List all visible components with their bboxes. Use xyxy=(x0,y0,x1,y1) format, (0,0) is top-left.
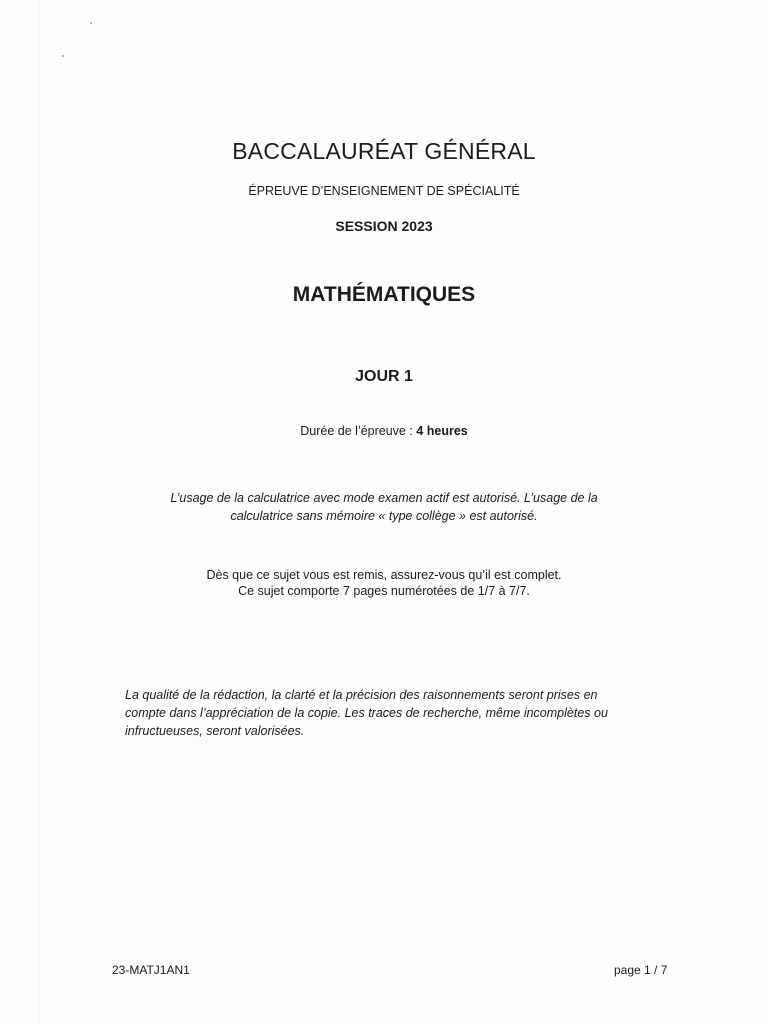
calculator-notice-line: calculatrice sans mémoire « type collège » est autorisé. xyxy=(230,509,538,523)
scan-speck xyxy=(90,22,92,24)
quality-notice xyxy=(125,686,685,740)
exam-subtitle: ÉPREUVE D’ENSEIGNEMENT DE SPÉCIALITÉ xyxy=(248,184,520,198)
completeness-notice-line: Dès que ce sujet vous est remis, assurez-vous qu’il est complet. xyxy=(206,568,562,582)
footer-exam-code: 23-MATJ1AN1 xyxy=(112,963,190,977)
completeness-notice-line: Ce sujet comporte 7 pages numérotées de 1/7 à 7/7. xyxy=(238,584,530,598)
completeness-notice xyxy=(0,567,768,599)
exam-title: BACCALAURÉAT GÉNÉRAL xyxy=(232,138,536,164)
scan-speck xyxy=(62,55,64,57)
duration-label: Durée de l’épreuve : xyxy=(300,424,417,438)
quality-notice-line: infructueuses, seront valorisées. xyxy=(125,724,305,738)
exam-day: JOUR 1 xyxy=(355,368,413,385)
quality-notice-line: La qualité de la rédaction, la clarté et la précision des raisonnements seront prises en xyxy=(125,688,598,702)
calculator-notice xyxy=(0,489,768,525)
exam-duration xyxy=(0,424,768,438)
quality-notice-line: compte dans l’appréciation de la copie. Les traces de recherche, même incomplètes ou xyxy=(125,706,608,720)
footer-page-number: page 1 / 7 xyxy=(614,963,668,977)
exam-session: SESSION 2023 xyxy=(335,218,433,234)
duration-value: 4 heures xyxy=(416,424,468,438)
subject-title: MATHÉMATIQUES xyxy=(292,283,476,306)
calculator-notice-line: L’usage de la calculatrice avec mode examen actif est autorisé. L’usage de la xyxy=(170,491,598,505)
